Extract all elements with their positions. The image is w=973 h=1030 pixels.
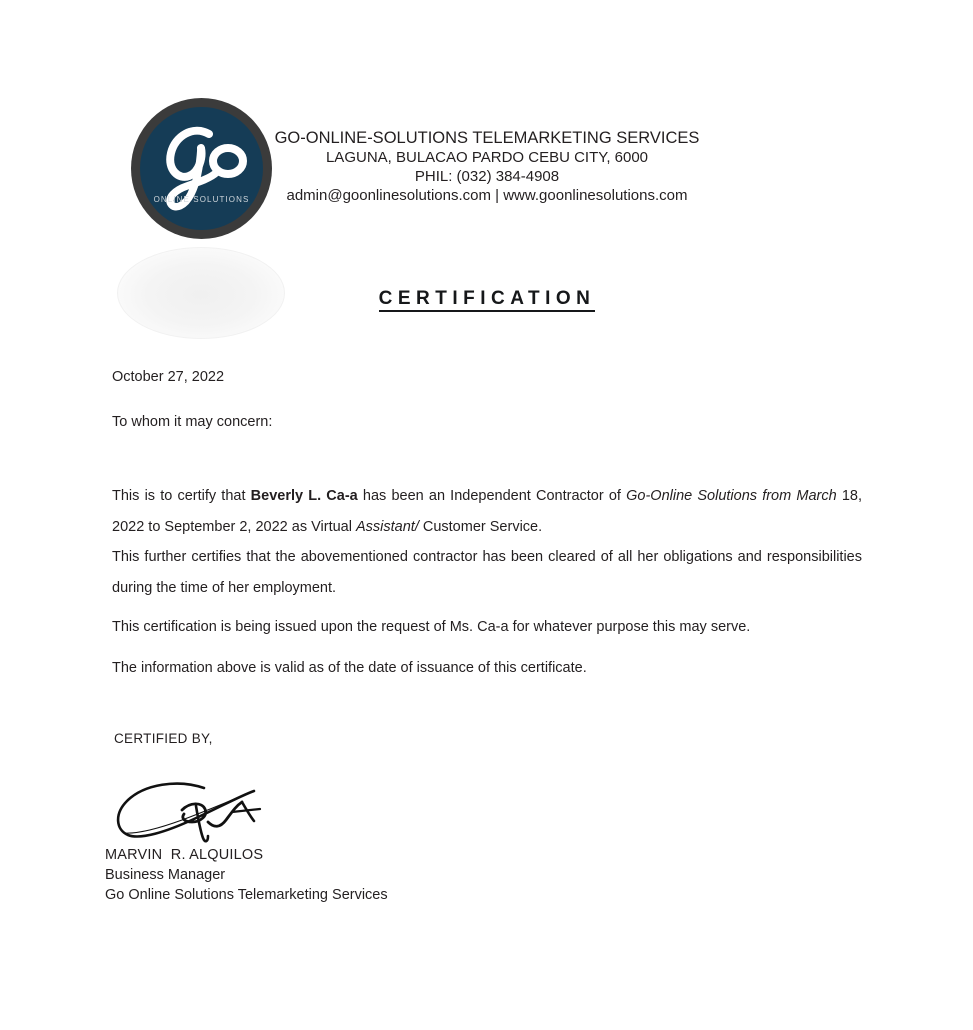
organization-contact-block <box>272 128 702 205</box>
letter-date: October 27, 2022 <box>112 369 225 385</box>
role-italic: Assistant/ <box>355 519 419 535</box>
organization-contact: admin@goonlinesolutions.com | www.goonlinesolutions.com <box>286 187 688 204</box>
page-title-text: CERTIFICATION <box>379 288 596 312</box>
signer-name: MARVIN R. ALQUILOS <box>105 847 264 863</box>
clearance-statement: This further certifies that the abovementioned contractor has been cleared of all her obligations and responsibilities during the time of her employment. <box>112 549 862 596</box>
engagement-dates: 18, 2022 to September 2, 2022 as Virtual <box>112 488 862 535</box>
statement-lead: This is to certify that <box>112 488 251 504</box>
statement-tail: Customer Service. <box>418 519 543 535</box>
page-title <box>272 288 702 310</box>
signer-block <box>105 845 525 905</box>
letter-salutation: To whom it may concern: <box>112 414 273 430</box>
company-logo <box>131 98 272 239</box>
statement-middle: has been an Independent Contractor of <box>357 488 627 504</box>
organization-address: LAGUNA, BULACAO PARDO CEBU CITY, 6000 <box>325 149 649 166</box>
validity-statement: The information above is valid as of the date of issuance of this certificate. <box>112 660 587 676</box>
organization-name: GO-ONLINE-SOLUTIONS TELEMARKETING SERVICES <box>274 129 700 147</box>
signer-title: Business Manager <box>105 867 226 883</box>
logo-tagline: ONLINE SOLUTIONS <box>153 195 250 204</box>
contractor-name: Beverly L. Ca-a <box>250 488 358 504</box>
organization-phone: PHIL: (032) 384-4908 <box>414 168 560 185</box>
go-wordmark-icon <box>131 98 272 239</box>
handwritten-signature-icon <box>108 776 298 854</box>
company-name-italic: Go-Online Solutions from March <box>626 488 837 504</box>
certification-statement <box>112 481 862 543</box>
signer-company: Go Online Solutions Telemarketing Services <box>105 887 388 903</box>
purpose-statement: This certification is being issued upon the request of Ms. Ca-a for whatever purpose this may serve. <box>112 619 751 635</box>
certified-by-label: CERTIFIED BY, <box>114 731 213 746</box>
letterhead <box>0 0 973 250</box>
faded-oval-stamp-icon <box>117 247 285 339</box>
